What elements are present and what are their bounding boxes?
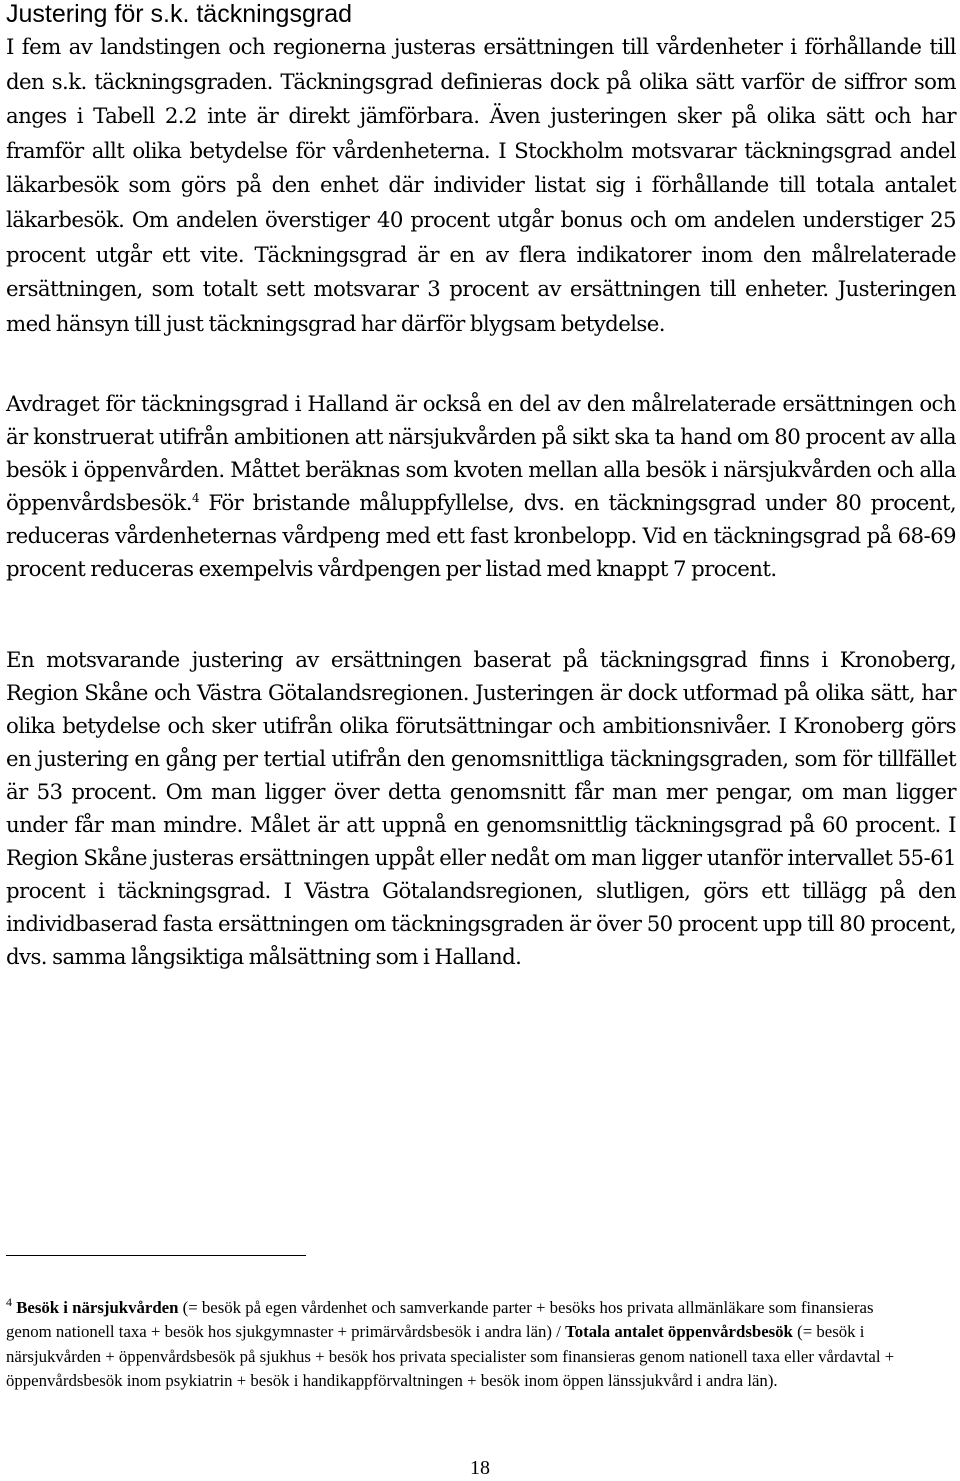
footnote-term-narsjukvard: Besök i närsjukvården	[16, 1298, 179, 1317]
section-heading: Justering för s.k. täckningsgrad	[6, 0, 352, 28]
footnote-definition-1: (= besök på egen vårdenhet och samverkande parter + besöks hos privata allmänläkare som finansieras genom nationell taxa + besök hos sjukgymnaster + primärvårdsbesök i andra län) /	[6, 1298, 874, 1342]
page-number: 18	[470, 1457, 490, 1479]
footnote-separator	[6, 1255, 306, 1256]
paragraph-halland-text-after: För bristande måluppfyllelse, dvs. en täckningsgrad under 80 procent, reduceras vårdenheternas vårdpeng med ett fast kronbelopp. Vid en täckningsgrad på 68-69 procent reduceras exempelvis vårdpengen per listad med knappt 7 procent.	[6, 491, 956, 582]
paragraph-halland-text-before: Avdraget för täckningsgrad i Halland är också en del av den målrelaterade ersättningen och är konstruerat utifrån ambitionen att närsjukvården på sikt ska ta hand om 80 procent av alla besök i öppenvården. Måttet beräknas som kvoten mellan alla besök i närsjukvården och alla öppenvårdsbesök.	[6, 392, 956, 516]
paragraph-stockholm: I fem av landstingen och regionerna justeras ersättningen till vårdenheter i förhållande till den s.k. täckningsgraden. Täckningsgrad definieras dock på olika sätt varför de siffror som anges i Tabell 2.2 inte är direkt jämförbara. Även justeringen sker på olika sätt och har framför allt olika betydelse för vårdenheterna. I Stockholm motsvarar täckningsgrad andel läkarbesök som görs på den enhet där individer listat sig i förhållande till totala antalet läkarbesök. Om andelen överstiger 40 procent utgår bonus och om andelen understiger 25 procent utgår ett vite. Täckningsgrad är en av flera indikatorer inom den målrelaterade ersättningen, som totalt sett motsvarar 3 procent av ersättningen till enheter. Justeringen med hänsyn till just täckningsgrad har därför blygsam betydelse.	[6, 35, 956, 337]
paragraph-halland	[6, 388, 956, 586]
footnote-marker: 4	[6, 1295, 12, 1309]
footnote	[6, 1296, 906, 1393]
paragraph-other-regions: En motsvarande justering av ersättningen baserat på täckningsgrad finns i Kronoberg, Region Skåne och Västra Götalandsregionen. Justeringen är dock utformad på olika sätt, har olika betydelse och sker utifrån olika förutsättningar och ambitionsnivåer. I Kronoberg görs en justering en gång per tertial utifrån den genomsnittliga täckningsgraden, som för tillfället är 53 procent. Om man ligger över detta genomsnitt får man mer pengar, om man ligger under får man mindre. Målet är att uppnå en genomsnittlig täckningsgrad på 60 procent. I Region Skåne justeras ersättningen uppåt eller nedåt om man ligger utanför intervallet 55-61 procent i täckningsgrad. I Västra Götalandsregionen, slutligen, görs ett tillägg på den individbaserad fasta ersättningen om täckningsgraden är över 50 procent upp till 80 procent, dvs. samma långsiktiga målsättning som i Halland.	[6, 648, 956, 970]
footnote-reference[interactable]: 4	[191, 491, 199, 505]
footnote-definition-2: (= besök i närsjukvården + öppenvårdsbesök på sjukhus + besök hos privata specialister som finansieras genom nationell taxa eller vårdavtal + öppenvårdsbesök inom psykiatrin + besök i handikappförvaltningen + besök inom öppen länssjukvård i andra län).	[6, 1322, 895, 1390]
footnote-term-oppenvard: Totala antalet öppenvårdsbesök	[565, 1322, 793, 1342]
